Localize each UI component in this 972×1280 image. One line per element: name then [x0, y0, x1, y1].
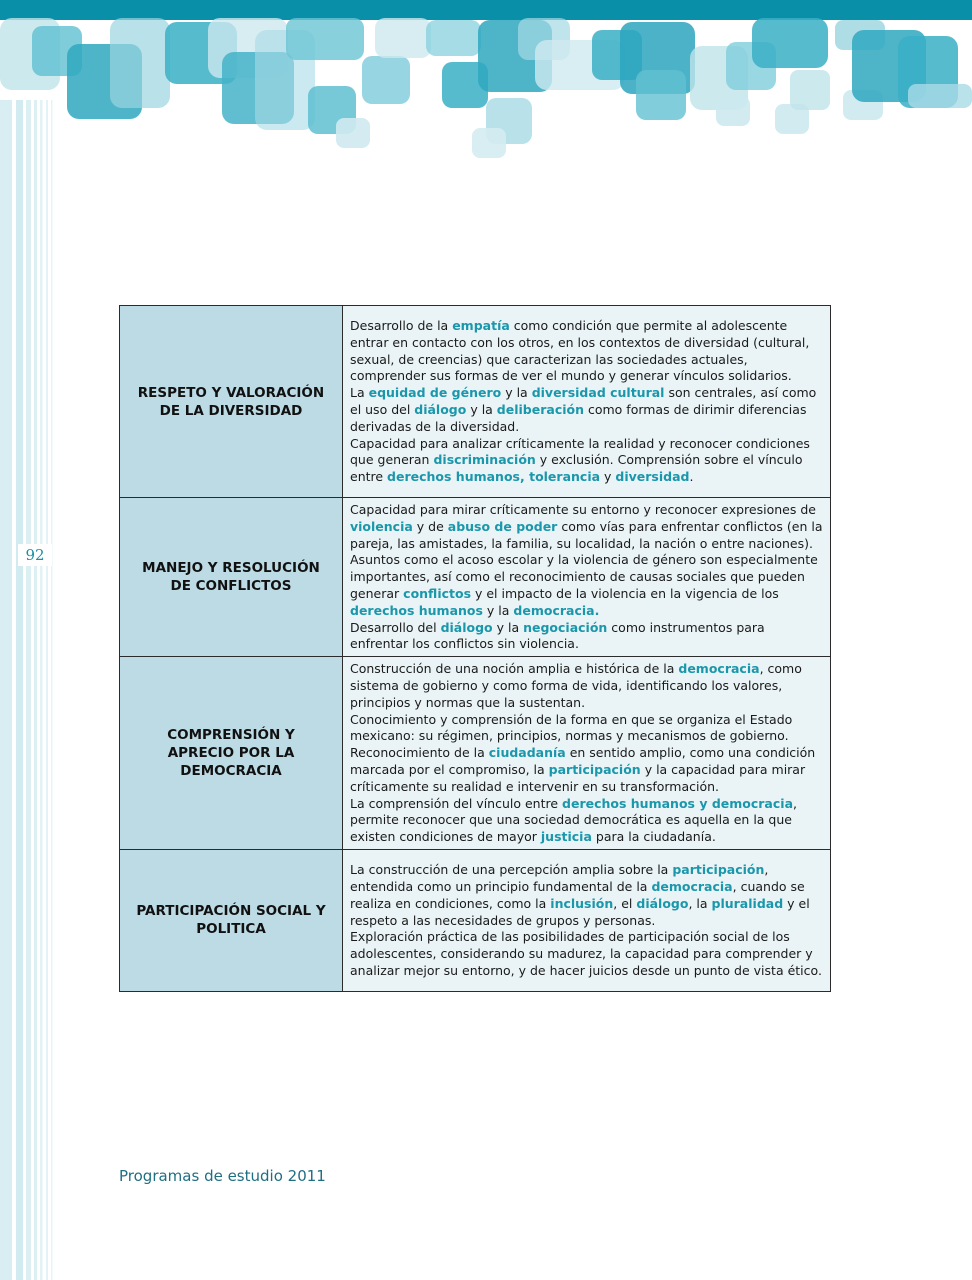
highlighted-term: justicia — [540, 829, 592, 845]
highlighted-term: participación — [548, 761, 641, 777]
competency-label-line: MANEJO Y RESOLUCIÓN — [142, 560, 320, 577]
competency-label-line: RESPETO Y VALORACIÓN — [137, 384, 325, 401]
highlighted-term: democracia — [651, 878, 733, 894]
description-paragraph — [350, 745, 823, 795]
highlighted-term: diálogo — [636, 895, 689, 911]
competency-label-line: COMPRENSIÓN Y — [167, 727, 295, 744]
highlighted-term: derechos humanos y democracia — [562, 795, 794, 811]
left-stripes — [0, 0, 60, 1280]
text-segment: Conocimiento y comprensión de la forma en que se organiza el Estado mexicano: su régimen, principios, normas y mecanismos de gobierno. — [350, 711, 793, 744]
highlighted-term: equidad de género — [368, 385, 502, 401]
competency-label — [120, 849, 343, 991]
highlighted-term: diálogo — [440, 619, 493, 635]
text-segment: , cuando se realiza en condiciones, como la — [350, 878, 805, 911]
text-segment: La construcción de una percepción amplia sobre la — [350, 862, 673, 878]
competency-description — [343, 849, 831, 991]
text-segment: y exclusión. Comprensión sobre el vínculo entre — [350, 452, 803, 485]
text-segment: Desarrollo de la — [350, 318, 453, 334]
text-segment: como instrumentos para enfrentar los conflictos sin violencia. — [350, 619, 765, 652]
text-segment: La comprensión del vínculo entre — [350, 795, 563, 811]
text-segment: como vías para enfrentar conflictos (en la pareja, las amistades, la familia, su localidad, la nación o entre naciones). Asuntos como el acoso escolar y la violencia de género son especialmente importantes, así como el reconocimiento de causas sociales que pueden generar — [350, 518, 823, 601]
competency-label — [120, 498, 343, 657]
text-segment: , la — [688, 895, 712, 911]
text-segment: Desarrollo del — [350, 619, 441, 635]
description-paragraph — [350, 318, 823, 385]
highlighted-term: conflictos — [403, 585, 472, 601]
description-paragraph — [350, 436, 823, 486]
competency-label — [120, 657, 343, 850]
competency-label-line: POLITICA — [196, 921, 266, 938]
table-row — [120, 849, 831, 991]
text-segment: para la ciudadanía. — [591, 829, 716, 845]
table-row — [120, 498, 831, 657]
competency-label-line: DE LA DIVERSIDAD — [159, 402, 303, 419]
table-row — [120, 657, 831, 850]
competency-description — [343, 657, 831, 850]
highlighted-term: deliberación — [496, 402, 584, 417]
table-row — [120, 306, 831, 498]
text-segment: y la — [501, 385, 532, 401]
highlighted-term: empatía — [452, 318, 510, 334]
competency-label-line: DEMOCRACIA — [180, 763, 282, 780]
text-segment: Reconocimiento de la — [350, 745, 489, 761]
description-paragraph — [350, 712, 823, 746]
text-segment: en sentido amplio, como una condición marcada por el compromiso, la — [350, 745, 816, 777]
text-segment: y el respeto a las necesidades de grupos y personas. — [350, 895, 810, 928]
highlighted-term: diálogo — [414, 402, 467, 417]
highlighted-term: democracia — [678, 661, 760, 677]
highlighted-term: inclusión — [550, 895, 614, 911]
highlighted-term: diversidad — [615, 469, 690, 485]
highlighted-term: discriminación — [433, 452, 536, 468]
text-segment: como formas de dirimir diferencias derivadas de la diversidad. — [350, 402, 807, 434]
text-segment: , el — [613, 895, 637, 911]
text-segment: y — [600, 469, 616, 485]
text-segment: son centrales, así como el uso del — [350, 385, 817, 417]
highlighted-term: abuso de poder — [447, 518, 558, 534]
highlighted-term: derechos humanos — [350, 602, 483, 618]
text-segment: y la — [466, 402, 497, 417]
description-paragraph — [350, 796, 823, 846]
competency-description — [343, 498, 831, 657]
description-paragraph — [350, 661, 823, 711]
highlighted-term: pluralidad — [711, 895, 784, 911]
highlighted-term: negociación — [523, 619, 608, 635]
competency-label-line: APRECIO POR LA — [167, 745, 295, 762]
text-segment: como condición que permite al adolescente entrar en contacto con los otros, en los contextos de diversidad (cultural, sexual, de creencias) que caracterizan las sociedades actuales, comprender sus formas de ver el mundo y generar vínculos solidarios. — [350, 318, 810, 384]
description-paragraph — [350, 929, 823, 979]
highlighted-term: democracia. — [513, 602, 600, 618]
description-paragraph — [350, 620, 823, 654]
highlighted-term: derechos humanos, tolerancia — [387, 469, 601, 485]
competency-label-line: DE CONFLICTOS — [170, 578, 292, 595]
highlighted-term: diversidad cultural — [531, 385, 665, 401]
text-segment: , como sistema de gobierno y como forma de vida, identificando los valores, principios y normas que la sustentan. — [350, 661, 802, 710]
page-number: 92 — [18, 544, 52, 566]
text-segment: , entendida como un principio fundamental de la — [350, 862, 769, 894]
competency-description — [343, 306, 831, 498]
text-segment: Capacidad para mirar críticamente su entorno y reconocer expresiones de — [350, 502, 816, 517]
description-paragraph — [350, 502, 823, 620]
highlighted-term: violencia — [350, 518, 413, 534]
footer-text: Programas de estudio 2011 — [119, 1167, 326, 1185]
text-segment: Capacidad para analizar críticamente la realidad y reconocer condiciones que generan — [350, 435, 810, 468]
text-segment: Exploración práctica de las posibilidades de participación social de los adolescentes, considerando su madurez, la capacidad para comprender y analizar mejor su entorno, y de hacer juicios desde un punto de vista ético. — [350, 929, 822, 978]
text-segment: y la — [492, 619, 524, 635]
text-segment: y de — [412, 518, 448, 534]
highlighted-term: participación — [672, 862, 765, 878]
text-segment: La — [350, 385, 369, 401]
text-segment: , permite reconocer que una sociedad democrática es aquella en la que existen condiciones de mayor — [350, 795, 797, 845]
description-paragraph — [350, 385, 823, 435]
competencies-table — [119, 305, 831, 992]
header-decoration — [0, 0, 972, 170]
competency-label-line: PARTICIPACIÓN SOCIAL Y — [136, 903, 326, 920]
text-segment: y la capacidad para mirar críticamente su realidad e intervenir en su transformación. — [350, 761, 806, 794]
text-segment: . — [689, 469, 694, 485]
highlighted-term: ciudadanía — [488, 745, 566, 761]
text-segment: y el impacto de la violencia en la vigencia de los — [471, 585, 779, 601]
competency-label — [120, 306, 343, 498]
text-segment: Construcción de una noción amplia e histórica de la — [350, 661, 679, 677]
text-segment: y la — [482, 602, 514, 618]
description-paragraph — [350, 862, 823, 929]
